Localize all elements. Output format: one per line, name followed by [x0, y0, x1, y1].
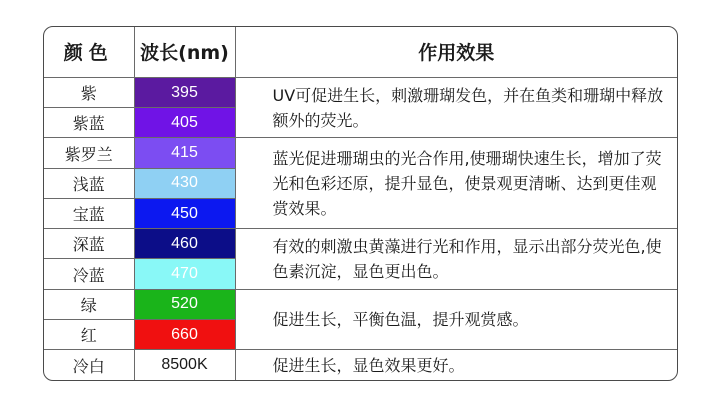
- wavelength-swatch: 460: [134, 229, 235, 259]
- color-name: 红: [44, 319, 134, 349]
- wavelength-swatch: 470: [134, 259, 235, 289]
- table-row: [44, 289, 677, 319]
- color-name: 冷蓝: [44, 259, 134, 289]
- wavelength-swatch: 415: [134, 138, 235, 168]
- header-effect: 作用效果: [235, 27, 677, 77]
- color-name: 冷白: [44, 350, 134, 380]
- header-color: 颜色: [44, 27, 134, 77]
- effect-text: 促进生长，显色效果更好。: [235, 350, 677, 380]
- wavelength-swatch: 450: [134, 198, 235, 228]
- wavelength-swatch: 405: [134, 108, 235, 138]
- table-header-row: [44, 27, 677, 77]
- wavelength-table-frame: [43, 26, 678, 381]
- color-name: 紫蓝: [44, 108, 134, 138]
- header-wavelength: 波长(nm): [134, 27, 235, 77]
- wavelength-swatch: 395: [134, 77, 235, 107]
- wavelength-swatch: 520: [134, 289, 235, 319]
- wavelength-swatch: 8500K: [134, 350, 235, 380]
- wavelength-table: [44, 27, 677, 380]
- table-row: [44, 229, 677, 259]
- color-name: 深蓝: [44, 229, 134, 259]
- table-row: [44, 138, 677, 168]
- effect-text: 促进生长，平衡色温，提升观赏感。: [235, 289, 677, 350]
- effect-text: UV可促进生长，刺激珊瑚发色，并在鱼类和珊瑚中释放额外的荧光。: [235, 77, 677, 138]
- color-name: 绿: [44, 289, 134, 319]
- color-name: 浅蓝: [44, 168, 134, 198]
- color-name: 宝蓝: [44, 198, 134, 228]
- table-row: [44, 350, 677, 380]
- wavelength-swatch: 660: [134, 319, 235, 349]
- wavelength-swatch: 430: [134, 168, 235, 198]
- effect-text: 蓝光促进珊瑚虫的光合作用,使珊瑚快速生长，增加了荧光和色彩还原，提升显色，使景观更清晰、达到更佳观赏效果。: [235, 138, 677, 229]
- effect-text: 有效的刺激虫黄藻进行光和作用，显示出部分荧光色,使色素沉淀，显色更出色。: [235, 229, 677, 290]
- color-name: 紫罗兰: [44, 138, 134, 168]
- table-row: [44, 77, 677, 107]
- color-name: 紫: [44, 77, 134, 107]
